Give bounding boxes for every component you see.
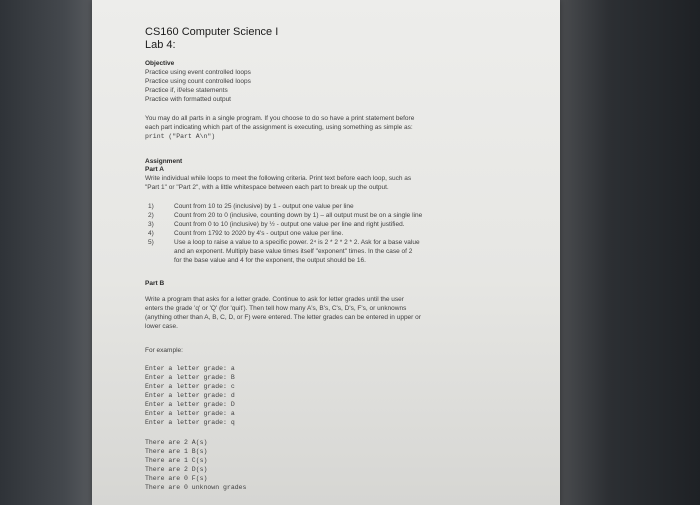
intro-line: You may do all parts in a single program. If you choose to do so have a print statement before — [145, 115, 415, 122]
list-item: and an exponent. Multiply base value times itself "exponent" times. In the case of 2 — [174, 248, 413, 255]
result-line: There are 0 F(s) — [145, 475, 208, 482]
prompt-line: Enter a letter grade: c — [145, 383, 235, 390]
list-number: 5) — [148, 239, 154, 246]
intro-line: each part indicating which part of the assignment is executing, using something as simple as: — [145, 124, 413, 131]
course-title: CS160 Computer Science I — [145, 26, 279, 38]
part-b-intro: lower case. — [145, 323, 178, 330]
prompt-line: Enter a letter grade: q — [145, 419, 235, 426]
objective-item: Practice with formatted output — [145, 96, 231, 103]
list-number: 3) — [148, 221, 154, 228]
part-a-heading: Part A — [145, 166, 164, 173]
part-a-intro: "Part 1" or "Part 2", with a little whitespace between each part to break up the output. — [145, 184, 389, 191]
code-snippet: print ("Part A\n") — [145, 133, 216, 140]
list-number: 2) — [148, 212, 154, 219]
list-item: for the base value and 4 for the exponent, the output should be 16. — [174, 257, 366, 264]
part-a-intro: Write individual while loops to meet the following criteria. Print text before each loop, such as — [145, 175, 412, 182]
objective-item: Practice using count controlled loops — [145, 78, 251, 85]
prompt-line: Enter a letter grade: B — [145, 374, 235, 381]
list-item: Count from 0 to 10 (inclusive) by ½ - output one value per line and right justified. — [174, 221, 405, 228]
prompt-line: Enter a letter grade: d — [145, 392, 235, 399]
objective-item: Practice using event controlled loops — [145, 69, 251, 76]
objective-heading: Objective — [145, 60, 175, 67]
assignment-heading: Assignment — [145, 158, 183, 165]
list-item: Count from 1792 to 2020 by 4's - output one value per line. — [174, 230, 344, 237]
part-b-intro: (anything other than A, B, C, D, or F) were entered. The letter grades can be entered in upper or — [145, 314, 421, 321]
list-number: 1) — [148, 203, 154, 210]
part-b-intro: Write a program that asks for a letter grade. Continue to ask for letter grades until the user — [145, 296, 404, 303]
list-number: 4) — [148, 230, 154, 237]
example-label: For example: — [145, 347, 183, 354]
background-right — [560, 0, 700, 505]
result-line: There are 1 B(s) — [145, 448, 208, 455]
part-b-intro: enters the grade 'q' or 'Q' (for 'quit'). Then tell how many A's, B's, C's, D's, F's, or unknowns — [145, 305, 407, 312]
list-item: Use a loop to raise a value to a specific power. 2⁴ is 2 * 2 * 2 * 2. Ask for a base value — [174, 239, 420, 246]
prompt-line: Enter a letter grade: D — [145, 401, 235, 408]
list-item: Count from 10 to 25 (inclusive) by 1 - output one value per line — [174, 203, 354, 210]
lab-title: Lab 4: — [145, 39, 176, 51]
list-item: Count from 20 to 0 (inclusive, counting down by 1) – all output must be on a single line — [174, 212, 423, 219]
prompt-line: Enter a letter grade: a — [145, 365, 235, 372]
background-left — [0, 0, 92, 505]
result-line: There are 1 C(s) — [145, 457, 208, 464]
result-line: There are 2 D(s) — [145, 466, 208, 473]
prompt-line: Enter a letter grade: a — [145, 410, 235, 417]
result-line: There are 2 A(s) — [145, 439, 208, 446]
objective-item: Practice if, if/else statements — [145, 87, 228, 94]
part-b-heading: Part B — [145, 280, 165, 287]
paper-sheet — [92, 0, 560, 505]
result-line: There are 0 unknown grades — [145, 484, 247, 491]
